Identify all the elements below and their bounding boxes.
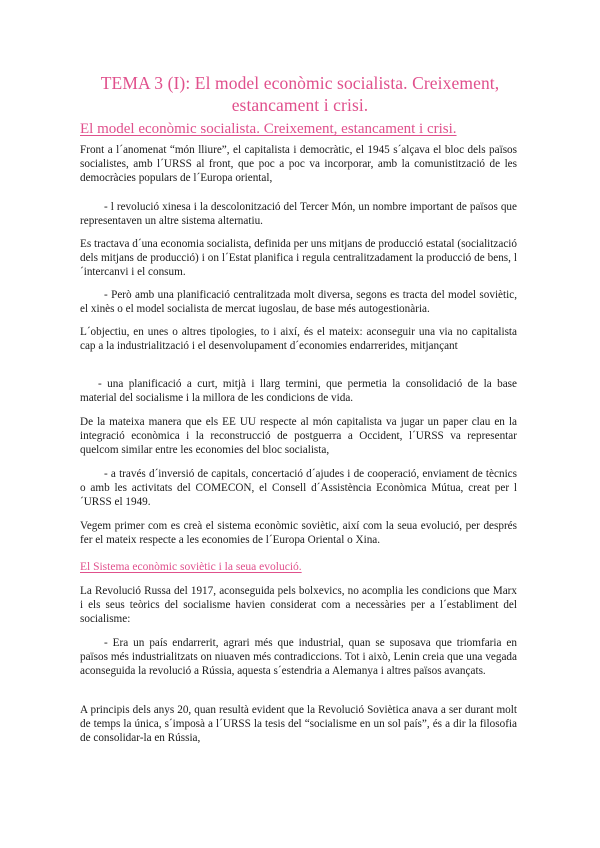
section-heading: El model econòmic socialista. Creixement, estancament i crisi. bbox=[80, 121, 457, 137]
paragraph-4: - Però amb una planificació centralitzada molt diversa, segons es tracta del model soviètic, el xinès o el model socialista de mercat iugoslau, de base més autogestionària. bbox=[80, 289, 517, 316]
paragraph-6: - una planificació a curt, mitjà i llarg termini, que permetia la consolidació de la base material del socialisme i la millora de les condicions de vida. bbox=[80, 378, 517, 405]
paragraph-10: La Revolució Russa del 1917, aconseguida pels bolxevics, no acomplia les condicions que Marx i els seus teòrics del socialisme havien considerat com a necessàries per a l´establiment del socialisme: bbox=[80, 585, 517, 626]
paragraph-1: Front a l´anomenat “món lliure”, el capitalista i democràtic, el 1945 s´alçava el bloc dels països socialistes, amb l´URSS al front, que poc a poc va incorporar, amb la comunistització de les democràcies populars de l´Europa oriental, bbox=[80, 144, 517, 185]
subsection-heading: El Sistema econòmic soviètic i la seua evolució. bbox=[80, 561, 302, 573]
paragraph-12: A principis dels anys 20, quan resultà evident que la Revolució Soviètica anava a ser durant molt de temps la única, s´imposà a l´URSS la tesis del “socialisme en un sol país”, és a dir la filosofia de consolidar-la en Rússia, bbox=[80, 704, 517, 745]
paragraph-11: - Era un país endarrerit, agrari més que industrial, quan se suposava que triomfaria en països més industrialitzats on niuaven més contradiccions. Tot i això, Lenin creia que una vegada aconseguida la revolució a Rússia, aquesta s´estendria a Alemanya i altres països avançats. bbox=[80, 637, 517, 678]
paragraph-5: L´objectiu, en unes o altres tipologies, to i així, és el mateix: aconseguir una via no capitalista cap a la industrialització i el desenvolupament d´economies endarrerides, mitjançant bbox=[80, 326, 517, 353]
paragraph-8: - a través d´inversió de capitals, concertació d´ajudes i de cooperació, enviament de tècnics o amb les activitats del COMECON, el Consell d´Assistència Econòmica Mútua, creat per l´URSS el 1949. bbox=[80, 468, 517, 509]
paragraph-2: - l revolució xinesa i la descolonització del Tercer Món, un nombre important de països que representaven un altre sistema alternatiu. bbox=[80, 201, 517, 228]
paragraph-7: De la mateixa manera que els EE UU respecte al món capitalista va jugar un paper clau en la integració econòmica i la reconstrucció de postguerra a Occident, l´URSS va representar quelcom similar entre les economies del bloc socialista, bbox=[80, 416, 517, 457]
title-line-1: TEMA 3 (I): El model econòmic socialista. Creixement, bbox=[100, 73, 500, 93]
title-line-2: estancament i crisi. bbox=[231, 95, 369, 115]
paragraph-3: Es tractava d´una economia socialista, definida per uns mitjans de producció estatal (socialització dels mitjans de producció) i on l´Estat planifica i regula centralitzadament la producció de bens, l´intercanvi i el consum. bbox=[80, 238, 517, 279]
document-title bbox=[80, 72, 520, 116]
paragraph-9: Vegem primer com es creà el sistema econòmic soviètic, així com la seua evolució, per després fer el mateix respecte a les economies de l´Europa Oriental o Xina. bbox=[80, 520, 517, 547]
